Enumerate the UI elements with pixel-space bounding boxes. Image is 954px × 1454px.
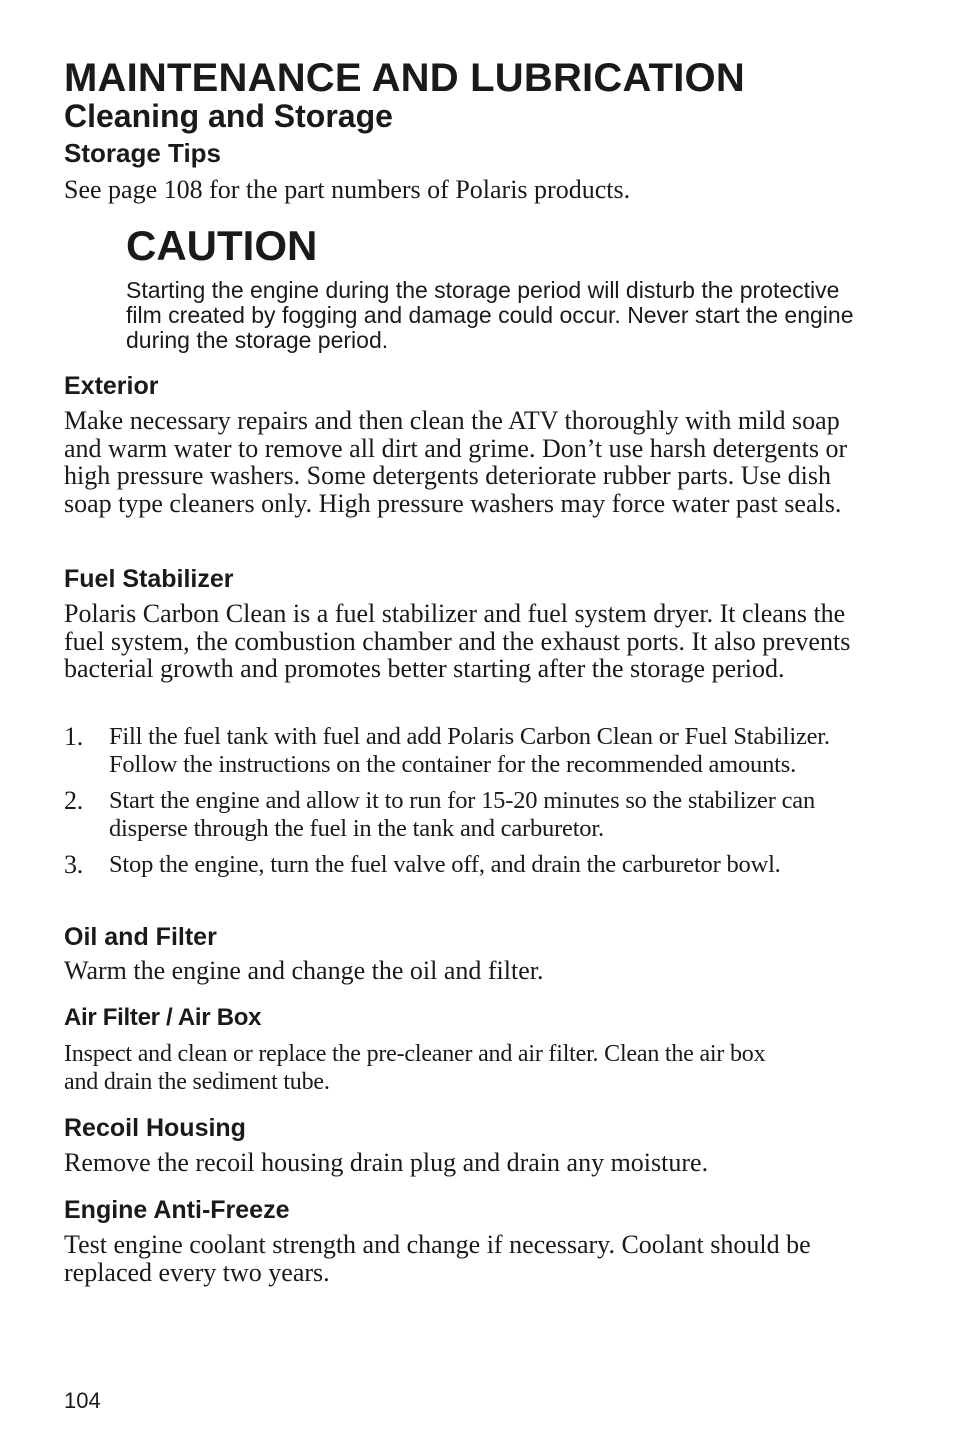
section-heading: Cleaning and Storage [64, 98, 393, 134]
step-text: Fill the fuel tank with fuel and add Polaris Carbon Clean or Fuel Stabilizer. Follow the instructions on the container for the recommended amounts. [109, 723, 830, 778]
antifreeze-text: Test engine coolant strength and change if necessary. Coolant should be replaced every two years. [64, 1230, 811, 1287]
exterior-text: Make necessary repairs and then clean the ATV thoroughly with mild soap and warm water to remove all dirt and grime. Don’t use harsh detergents or high pressure washers. Some detergents deteriorate rubber parts. Use dish soap type cleaners only. High pressure washers may force water past seals. [64, 406, 848, 518]
step-text: Stop the engine, turn the fuel valve off, and drain the carburetor bowl. [109, 851, 781, 878]
step-number: 2. [64, 786, 84, 815]
list-item [64, 723, 884, 778]
step-number: 3. [64, 850, 84, 879]
antifreeze-heading: Engine Anti-Freeze [64, 1196, 290, 1224]
oil-filter-text: Warm the engine and change the oil and filter. [64, 956, 544, 985]
fuel-stabilizer-steps [64, 723, 884, 888]
list-item [64, 787, 884, 842]
step-number: 1. [64, 722, 84, 751]
intro-text: See page 108 for the part numbers of Polaris products. [64, 175, 631, 204]
fuel-stabilizer-text: Polaris Carbon Clean is a fuel stabilizer and fuel system dryer. It cleans the fuel system, the combustion chamber and the exhaust ports. It also prevents bacterial growth and promotes better starting after the storage period. [64, 599, 851, 683]
fuel-stabilizer-heading: Fuel Stabilizer [64, 565, 234, 593]
subsection-heading: Storage Tips [64, 138, 222, 168]
page-title: MAINTENANCE AND LUBRICATION [64, 56, 745, 100]
caution-text: Starting the engine during the storage period will disturb the protective film created by fogging and damage could occur. Never start the engine during the storage period. [126, 277, 854, 353]
recoil-housing-heading: Recoil Housing [64, 1114, 246, 1142]
caution-title: CAUTION [126, 222, 318, 269]
step-text: Start the engine and allow it to run for 15-20 minutes so the stabilizer can disperse through the fuel in the tank and carburetor. [109, 787, 816, 842]
recoil-housing-text: Remove the recoil housing drain plug and drain any moisture. [64, 1148, 709, 1177]
page-number: 104 [64, 1388, 101, 1413]
air-filter-text: Inspect and clean or replace the pre-cleaner and air filter. Clean the air box and drain the sediment tube. [64, 1041, 766, 1095]
exterior-heading: Exterior [64, 372, 159, 400]
oil-filter-heading: Oil and Filter [64, 923, 217, 951]
air-filter-heading: Air Filter / Air Box [64, 1004, 262, 1031]
list-item [64, 851, 884, 879]
